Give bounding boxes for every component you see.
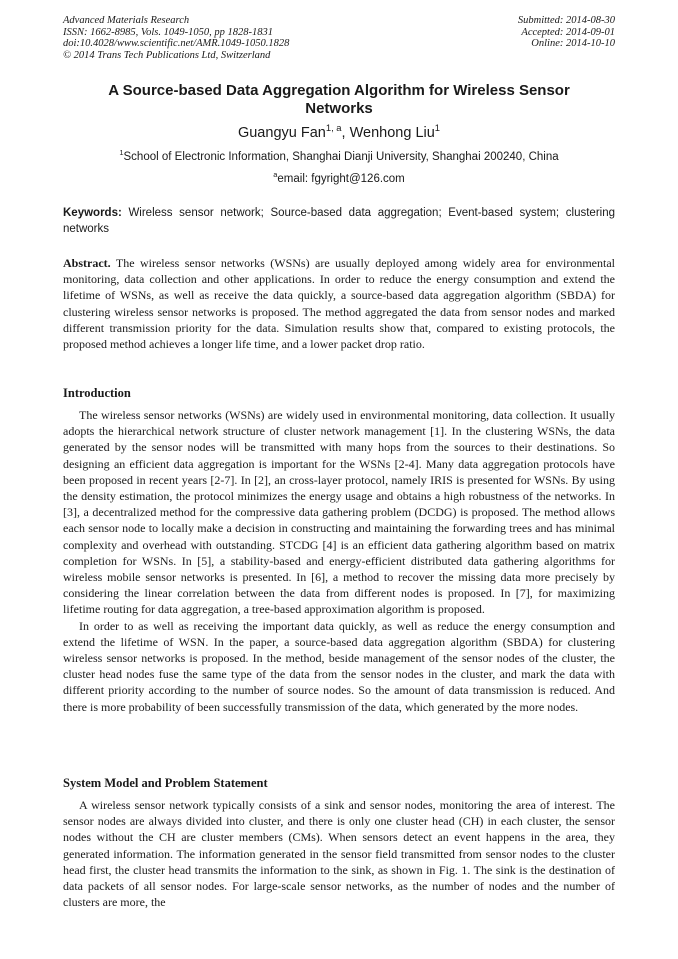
email-superscript: a <box>273 170 278 180</box>
author-email <box>63 172 615 186</box>
journal-name: Advanced Materials Research <box>63 15 190 26</box>
affiliation <box>63 150 615 164</box>
system-model-body <box>63 797 615 910</box>
paragraph: A wireless sensor network typically consists of a sink and sensor nodes, monitoring the area of interest. The sensor nodes are always divided into cluster, and there is only one cluster head (CH) in each cluster, the sensor nodes without the CH are cluster members (CMs). When sensors detect an event happens in the area, they generated information. The information generated in the sensor field transmitted from sensor nodes to the cluster head first, the cluster head transmits the information to the sink, as shown in Fig. 1. The sink is the destination of data packets of all sensor nodes. For large-scale sensor networks, as the number of nodes and the number of clusters are more, the <box>63 798 615 910</box>
journal-doi: doi:10.4028/www.scientific.net/AMR.1049-1050.1828 <box>63 38 290 49</box>
author-name: Guangyu Fan <box>237 125 326 141</box>
abstract-text: The wireless sensor networks (WSNs) are usually deployed among widely area for environmental monitoring, data collection and other applications. In order to reduce the energy consumption and extend the lifetime of WSNs, as well as receive the data quickly, a source-based data aggregation algorithm (SBDA) for clustering wireless sensor networks is proposed. The method aggregated the data from sensor nodes and marked different transmission priority for the data. Simulation results show that, compared to existing protocols, the proposed method achieves a longer life time, and a lower packet drop ratio. <box>63 256 615 352</box>
author-separator: , <box>341 125 350 141</box>
journal-issn: ISSN: 1662-8985, Vols. 1049-1050, pp 1828-1831 <box>63 26 273 38</box>
author-line <box>63 124 615 142</box>
email-text: email: fgyright@126.com <box>277 173 405 185</box>
author-superscript: 1, a <box>325 122 342 134</box>
abstract <box>63 255 615 352</box>
affiliation-superscript: 1 <box>119 148 124 158</box>
submitted-date: Submitted: 2014-08-30 <box>517 15 615 26</box>
journal-copyright: © 2014 Trans Tech Publications Ltd, Switzerland <box>63 49 271 61</box>
journal-info <box>63 15 289 61</box>
introduction-body <box>63 407 615 715</box>
online-date: Online: 2014-10-10 <box>531 38 615 49</box>
paper-title: A Source-based Data Aggregation Algorithm for Wireless Sensor Networks <box>108 82 570 117</box>
system-model-heading: System Model and Problem Statement <box>63 776 268 790</box>
author-name: Wenhong Liu <box>349 125 435 141</box>
abstract-label: Abstract. <box>63 256 111 270</box>
accepted-date: Accepted: 2014-09-01 <box>521 26 615 38</box>
introduction-heading: Introduction <box>63 386 131 400</box>
submission-dates <box>518 15 615 50</box>
affiliation-text: School of Electronic Information, Shanghai Dianji University, Shanghai 200240, China <box>123 151 559 163</box>
paragraph: The wireless sensor networks (WSNs) are widely used in environmental monitoring, data collection. It usually adopts the hierarchical network structure of cluster network management [1]. In the clustering WSNs, the data generated by the sensor nodes will be transmitted with many hops from the sources to their destinations. So designing an efficient data aggregation is important for the WSNs [2-4]. Many data aggregation protocols have been proposed in recent years [2-7]. In [2], an cross-layer protocol, namely IRIS is presented for WSNs. By using the density estimation, the protocol minimizes the energy usage and obtains a high robustness of the networks. In [3], a decentralized method for the compressive data gathering problem (DCDG) is proposed. The method allows each sensor node to locally make a decision in constructing and maintaining the forwarding trees and has minimal complexity and overhead with outstanding. STCDG [4] is an efficient data gathering algorithm based on matrix completion for WSNs. In [5], a stability-based and energy-efficient distributed data gathering algorithms for wireless mobile sensor networks is presented. In [6], a method to recover the missing data more precisely by considering the linear correlation between the data from different nodes is proposed. In [7], for maximizing lifetime routing for data aggregation, a tree-based approximation algorithm is proposed. <box>63 408 615 617</box>
keywords-label: Keywords: <box>63 207 122 219</box>
author-superscript: 1 <box>434 122 441 134</box>
paragraph: In order to as well as receiving the important data quickly, as well as reduce the energy consumption and extend the lifetime of WSN. In the paper, a source-based data aggregation algorithm (SBDA) for clustering wireless sensor networks is proposed. In the method, beside management of the sensor nodes of the cluster, the cluster head nodes fuse the same type of the data from the sensor nodes in the cluster, and mark the data with different priority according to the number of source nodes. So the amount of data transmission is reduced. And there is more probability of been successfully transmission of the data, which generated by the more nodes. <box>63 618 615 714</box>
keywords <box>63 206 615 237</box>
keywords-text: Wireless sensor network; Source-based data aggregation; Event-based system; clustering networks <box>63 207 615 235</box>
